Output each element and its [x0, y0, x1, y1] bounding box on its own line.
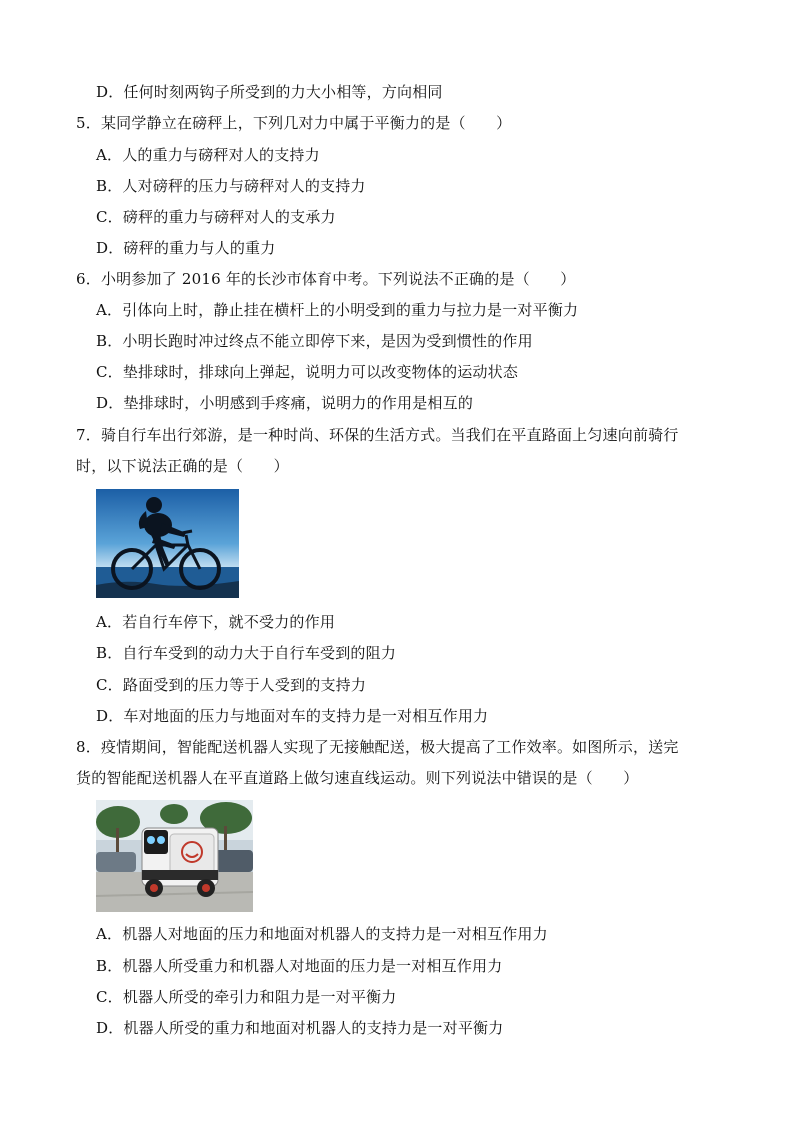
question-5-option-a: A．人的重力与磅秤对人的支持力 — [96, 146, 320, 164]
question-7-stem-line-1: 7．骑自行车出行郊游，是一种时尚、环保的生活方式。当我们在平直路面上匀速向前骑行 — [76, 426, 679, 444]
question-7-option-a: A．若自行车停下，就不受力的作用 — [96, 613, 336, 631]
question-7-stem-line-2: 时，以下说法正确的是（ ） — [76, 457, 289, 475]
question-6-option-c: C．垫排球时，排球向上弹起，说明力可以改变物体的运动状态 — [96, 363, 519, 381]
question-6-stem: 6．小明参加了 2016 年的长沙市体育中考。下列说法不正确的是（ ） — [76, 270, 576, 288]
cyclist-photo — [96, 489, 239, 598]
question-5-stem: 5．某同学静立在磅秤上，下列几对力中属于平衡力的是（ ） — [76, 114, 512, 132]
question-6-option-a: A．引体向上时，静止挂在横杆上的小明受到的重力与拉力是一对平衡力 — [96, 301, 579, 319]
question-5-option-c: C．磅秤的重力与磅秤对人的支承力 — [96, 208, 336, 226]
robot-photo — [96, 800, 253, 912]
question-8-option-d: D．机器人所受的重力和地面对机器人的支持力是一对平衡力 — [96, 1019, 504, 1037]
question-7-option-d: D．车对地面的压力与地面对车的支持力是一对相互作用力 — [96, 707, 489, 725]
delivery-robot-image — [96, 800, 253, 912]
question-5-option-b: B．人对磅秤的压力与磅秤对人的支持力 — [96, 177, 366, 195]
question-8-stem-line-1: 8．疫情期间，智能配送机器人实现了无接触配送，极大提高了工作效率。如图所示，送完 — [76, 738, 679, 756]
question-6-option-d: D．垫排球时，小明感到手疼痛，说明力的作用是相互的 — [96, 394, 474, 412]
cyclist-silhouette-image — [96, 489, 239, 598]
question-8-option-b: B．机器人所受重力和机器人对地面的压力是一对相互作用力 — [96, 957, 503, 975]
question-6-option-b: B．小明长跑时冲过终点不能立即停下来，是因为受到惯性的作用 — [96, 332, 533, 350]
question-7-option-c: C．路面受到的压力等于人受到的支持力 — [96, 676, 367, 694]
question-7-option-b: B．自行车受到的动力大于自行车受到的阻力 — [96, 644, 397, 662]
prev-question-option-d: D．任何时刻两钩子所受到的力大小相等，方向相同 — [96, 83, 443, 101]
question-8-option-a: A．机器人对地面的压力和地面对机器人的支持力是一对相互作用力 — [96, 925, 548, 943]
question-8-option-c: C．机器人所受的牵引力和阻力是一对平衡力 — [96, 988, 397, 1006]
question-8-stem-line-2: 货的智能配送机器人在平直道路上做匀速直线运动。则下列说法中错误的是（ ） — [76, 769, 639, 787]
question-5-option-d: D．磅秤的重力与人的重力 — [96, 239, 276, 257]
